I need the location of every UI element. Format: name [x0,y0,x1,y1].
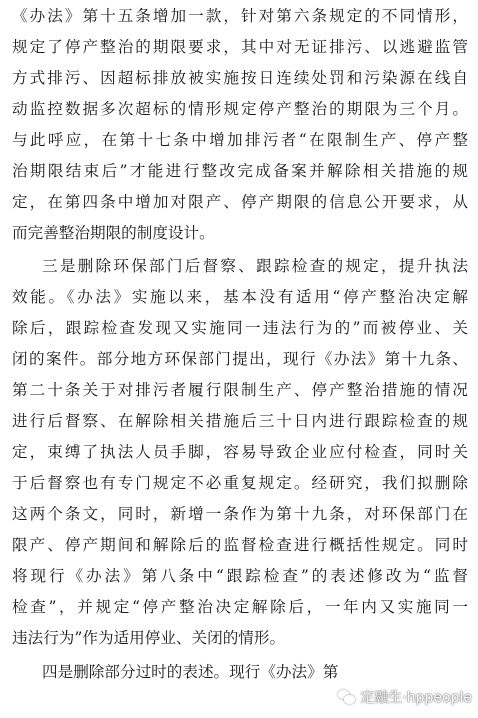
paragraph-line: 将现行《办法》第八条中“跟踪检查”的表述修改为“监督 [12,567,468,585]
paragraph-line: 这两个条文，同时，新增一条作为第十九条，对环保部门在 [12,505,468,523]
paragraph-line: 于后督察也有专门规定不必重复规定。经研究，我们拟删除 [12,474,468,492]
wechat-icon [338,689,356,705]
paragraph-line: 限产、停产期间和解除后的监督检查进行概括性规定。同时 [12,536,468,554]
paragraph-line: 动监控数据多次超标的情形规定停产整治的期限为三个月。 [12,100,468,118]
paragraph-line: 规定了停产整治的期限要求，其中对无证排污、以逃避监管 [12,38,468,56]
paragraph-line: 进行后督察、在解除相关措施后三十日内进行跟踪检查的规 [12,412,468,430]
paragraph-line: 三是删除环保部门后督察、跟踪检查的规定，提升执法 [42,257,468,275]
paragraph-line: 《办法》第十五条增加一款，针对第六条规定的不同情形， [12,7,468,25]
paragraph-line: 除后，跟踪检查发现又实施同一违法行为的”而被停业、关 [12,319,468,337]
paragraph-line: 方式排污、因超标排放被实施按日连续处罚和污染源在线自 [12,69,468,87]
watermark [338,684,472,710]
paragraph-line: 而完善整治期限的制度设计。 [12,224,215,242]
paragraph-line: 效能。《办法》实施以来，基本没有适用“停产整治决定解 [12,288,468,306]
paragraph-line: 第二十条关于对排污者履行限制生产、停产整治措施的情况 [12,381,468,399]
paragraph-line: 定，束缚了执法人员手脚，容易导致企业应付检查，同时关 [12,443,468,461]
paragraph-line: 违法行为”作为适用停业、关闭的情形。 [12,629,286,647]
paragraph-line: 检查”，并规定“停产整治决定解除后，一年内又实施同一 [12,598,468,616]
paragraph-line: 定，在第四条中增加对限产、停产期限的信息公开要求，从 [12,193,468,211]
paragraph-line: 四是删除部分过时的表述。现行《办法》第 [42,663,339,681]
paragraph-line: 闭的案件。部分地方环保部门提出，现行《办法》第十九条、 [12,350,468,368]
watermark-text: 定融生·hppeople [360,690,472,706]
paragraph-line: 治期限结束后”才能进行整改完成备案并解除相关措施的规 [12,162,468,180]
paragraph-line: 与此呼应，在第十七条中增加排污者“在限制生产、停产整 [12,131,468,149]
